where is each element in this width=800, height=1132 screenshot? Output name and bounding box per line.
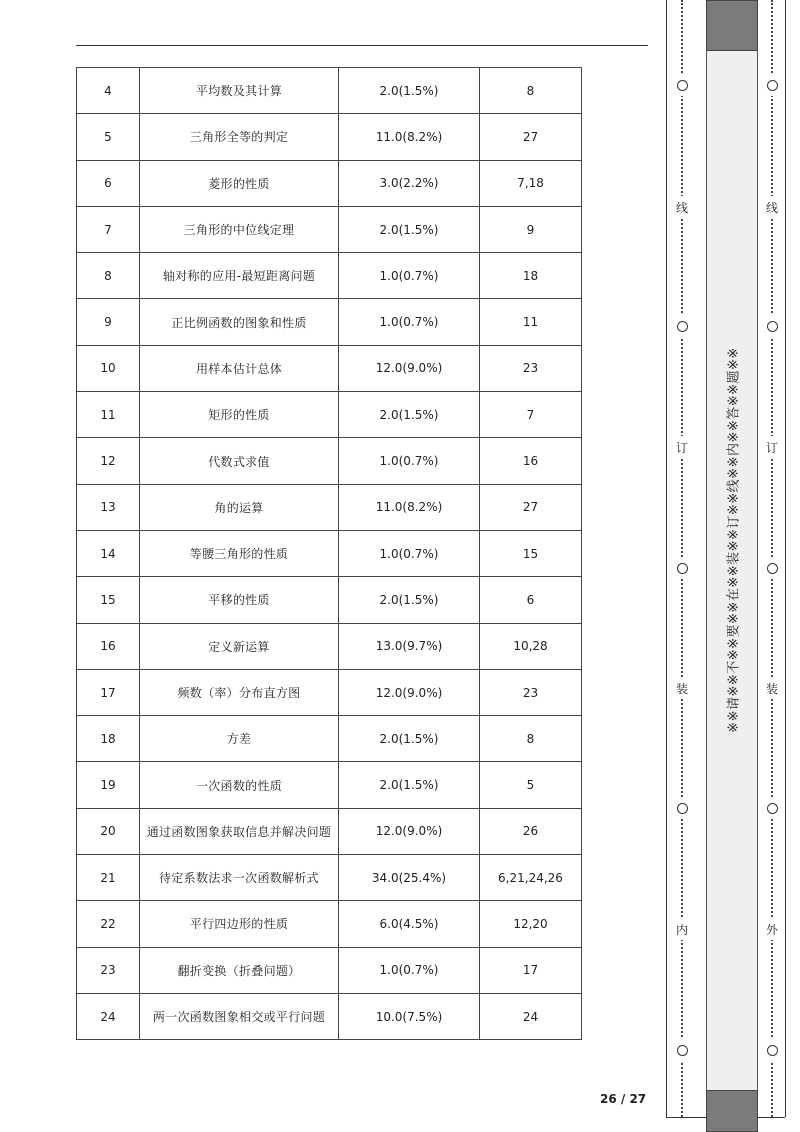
score-share: 2.0(1.5%) — [339, 577, 480, 623]
circle-icon — [761, 315, 783, 337]
row-number: 21 — [77, 855, 140, 901]
knowledge-point: 角的运算 — [140, 484, 339, 530]
strip-cap-bottom — [706, 1090, 758, 1132]
question-numbers: 26 — [480, 808, 582, 854]
binding-mark-nei: 内 — [671, 918, 693, 940]
binding-mark-zhuang: 装 — [761, 677, 783, 699]
knowledge-point: 正比例函数的图象和性质 — [140, 299, 339, 345]
knowledge-point: 轴对称的应用-最短距离问题 — [140, 253, 339, 299]
row-number: 20 — [77, 808, 140, 854]
question-numbers: 8 — [480, 68, 582, 114]
score-share: 6.0(4.5%) — [339, 901, 480, 947]
circle-icon — [671, 797, 693, 819]
row-number: 4 — [77, 68, 140, 114]
binding-mark-wai: 外 — [761, 918, 783, 940]
row-number: 15 — [77, 577, 140, 623]
page-number: 26 / 27 — [600, 1092, 647, 1106]
score-share: 2.0(1.5%) — [339, 68, 480, 114]
score-share: 1.0(0.7%) — [339, 438, 480, 484]
warning-text: ※※请※※不※※要※※在※※装※※订※※线※※内※※答※※题※※ — [726, 347, 742, 733]
table-row — [77, 993, 582, 1039]
question-numbers: 12,20 — [480, 901, 582, 947]
row-number: 24 — [77, 993, 140, 1039]
score-share: 1.0(0.7%) — [339, 253, 480, 299]
table-row — [77, 901, 582, 947]
knowledge-point: 通过函数图象获取信息并解决问题 — [140, 808, 339, 854]
row-number: 23 — [77, 947, 140, 993]
circle-icon — [671, 74, 693, 96]
score-share: 12.0(9.0%) — [339, 669, 480, 715]
question-numbers: 9 — [480, 206, 582, 252]
table-row — [77, 623, 582, 669]
knowledge-point: 两一次函数图象相交或平行问题 — [140, 993, 339, 1039]
score-share: 12.0(9.0%) — [339, 808, 480, 854]
circle-icon — [761, 1039, 783, 1061]
binding-mark-xian: 线 — [671, 196, 693, 218]
knowledge-point: 一次函数的性质 — [140, 762, 339, 808]
row-number: 18 — [77, 716, 140, 762]
row-number: 7 — [77, 206, 140, 252]
question-numbers: 7 — [480, 392, 582, 438]
binding-mark-zhuang: 装 — [671, 677, 693, 699]
question-numbers: 23 — [480, 345, 582, 391]
knowledge-point: 三角形全等的判定 — [140, 114, 339, 160]
table-row — [77, 160, 582, 206]
table-row — [77, 345, 582, 391]
question-numbers: 27 — [480, 114, 582, 160]
table-row — [77, 716, 582, 762]
score-share: 12.0(9.0%) — [339, 345, 480, 391]
row-number: 8 — [77, 253, 140, 299]
knowledge-point: 平行四边形的性质 — [140, 901, 339, 947]
outer-binding-line — [759, 0, 785, 1117]
question-numbers: 23 — [480, 669, 582, 715]
question-numbers: 8 — [480, 716, 582, 762]
row-number: 16 — [77, 623, 140, 669]
knowledge-point: 平移的性质 — [140, 577, 339, 623]
table-row — [77, 762, 582, 808]
row-number: 12 — [77, 438, 140, 484]
knowledge-point: 矩形的性质 — [140, 392, 339, 438]
knowledge-point: 频数（率）分布直方图 — [140, 669, 339, 715]
knowledge-point: 菱形的性质 — [140, 160, 339, 206]
table-row — [77, 68, 582, 114]
question-numbers: 24 — [480, 993, 582, 1039]
knowledge-point: 用样本估计总体 — [140, 345, 339, 391]
circle-icon — [671, 1039, 693, 1061]
question-numbers: 10,28 — [480, 623, 582, 669]
table-row — [77, 253, 582, 299]
table-row — [77, 392, 582, 438]
row-number: 6 — [77, 160, 140, 206]
circle-icon — [761, 557, 783, 579]
score-share: 11.0(8.2%) — [339, 114, 480, 160]
row-number: 13 — [77, 484, 140, 530]
table-row — [77, 299, 582, 345]
score-share: 13.0(9.7%) — [339, 623, 480, 669]
knowledge-point: 等腰三角形的性质 — [140, 530, 339, 576]
circle-icon — [761, 74, 783, 96]
binding-border-right — [785, 0, 786, 1117]
header-rule — [76, 45, 648, 46]
question-numbers: 18 — [480, 253, 582, 299]
table-row — [77, 669, 582, 715]
question-numbers: 27 — [480, 484, 582, 530]
row-number: 22 — [77, 901, 140, 947]
binding-mark-ding: 订 — [671, 436, 693, 458]
question-numbers: 6,21,24,26 — [480, 855, 582, 901]
knowledge-point: 待定系数法求一次函数解析式 — [140, 855, 339, 901]
question-numbers: 5 — [480, 762, 582, 808]
table-row — [77, 947, 582, 993]
circle-icon — [761, 797, 783, 819]
binding-mark-ding: 订 — [761, 436, 783, 458]
circle-icon — [671, 315, 693, 337]
score-share: 2.0(1.5%) — [339, 392, 480, 438]
row-number: 14 — [77, 530, 140, 576]
row-number: 5 — [77, 114, 140, 160]
table-row — [77, 530, 582, 576]
question-numbers: 16 — [480, 438, 582, 484]
table-row — [77, 808, 582, 854]
row-number: 11 — [77, 392, 140, 438]
question-numbers: 11 — [480, 299, 582, 345]
knowledge-point: 平均数及其计算 — [140, 68, 339, 114]
knowledge-point: 方差 — [140, 716, 339, 762]
binding-mark-xian: 线 — [761, 196, 783, 218]
knowledge-point-table — [76, 67, 582, 1040]
knowledge-point: 三角形的中位线定理 — [140, 206, 339, 252]
table-row — [77, 114, 582, 160]
score-share: 3.0(2.2%) — [339, 160, 480, 206]
table-row — [77, 484, 582, 530]
question-numbers: 15 — [480, 530, 582, 576]
table-row — [77, 855, 582, 901]
score-share: 1.0(0.7%) — [339, 299, 480, 345]
knowledge-point: 翻折变换（折叠问题） — [140, 947, 339, 993]
score-share: 10.0(7.5%) — [339, 993, 480, 1039]
knowledge-point: 定义新运算 — [140, 623, 339, 669]
circle-icon — [671, 557, 693, 579]
score-share: 2.0(1.5%) — [339, 206, 480, 252]
question-numbers: 6 — [480, 577, 582, 623]
score-share: 1.0(0.7%) — [339, 530, 480, 576]
score-share: 2.0(1.5%) — [339, 762, 480, 808]
score-share: 11.0(8.2%) — [339, 484, 480, 530]
row-number: 10 — [77, 345, 140, 391]
score-share: 2.0(1.5%) — [339, 716, 480, 762]
question-numbers: 17 — [480, 947, 582, 993]
strip-cap-top — [706, 0, 758, 51]
table-row — [77, 438, 582, 484]
binding-border-left — [666, 0, 667, 1117]
table-row — [77, 206, 582, 252]
knowledge-point: 代数式求值 — [140, 438, 339, 484]
row-number: 9 — [77, 299, 140, 345]
score-share: 1.0(0.7%) — [339, 947, 480, 993]
inner-binding-line — [669, 0, 695, 1117]
table-row — [77, 577, 582, 623]
row-number: 19 — [77, 762, 140, 808]
question-numbers: 7,18 — [480, 160, 582, 206]
score-share: 34.0(25.4%) — [339, 855, 480, 901]
row-number: 17 — [77, 669, 140, 715]
